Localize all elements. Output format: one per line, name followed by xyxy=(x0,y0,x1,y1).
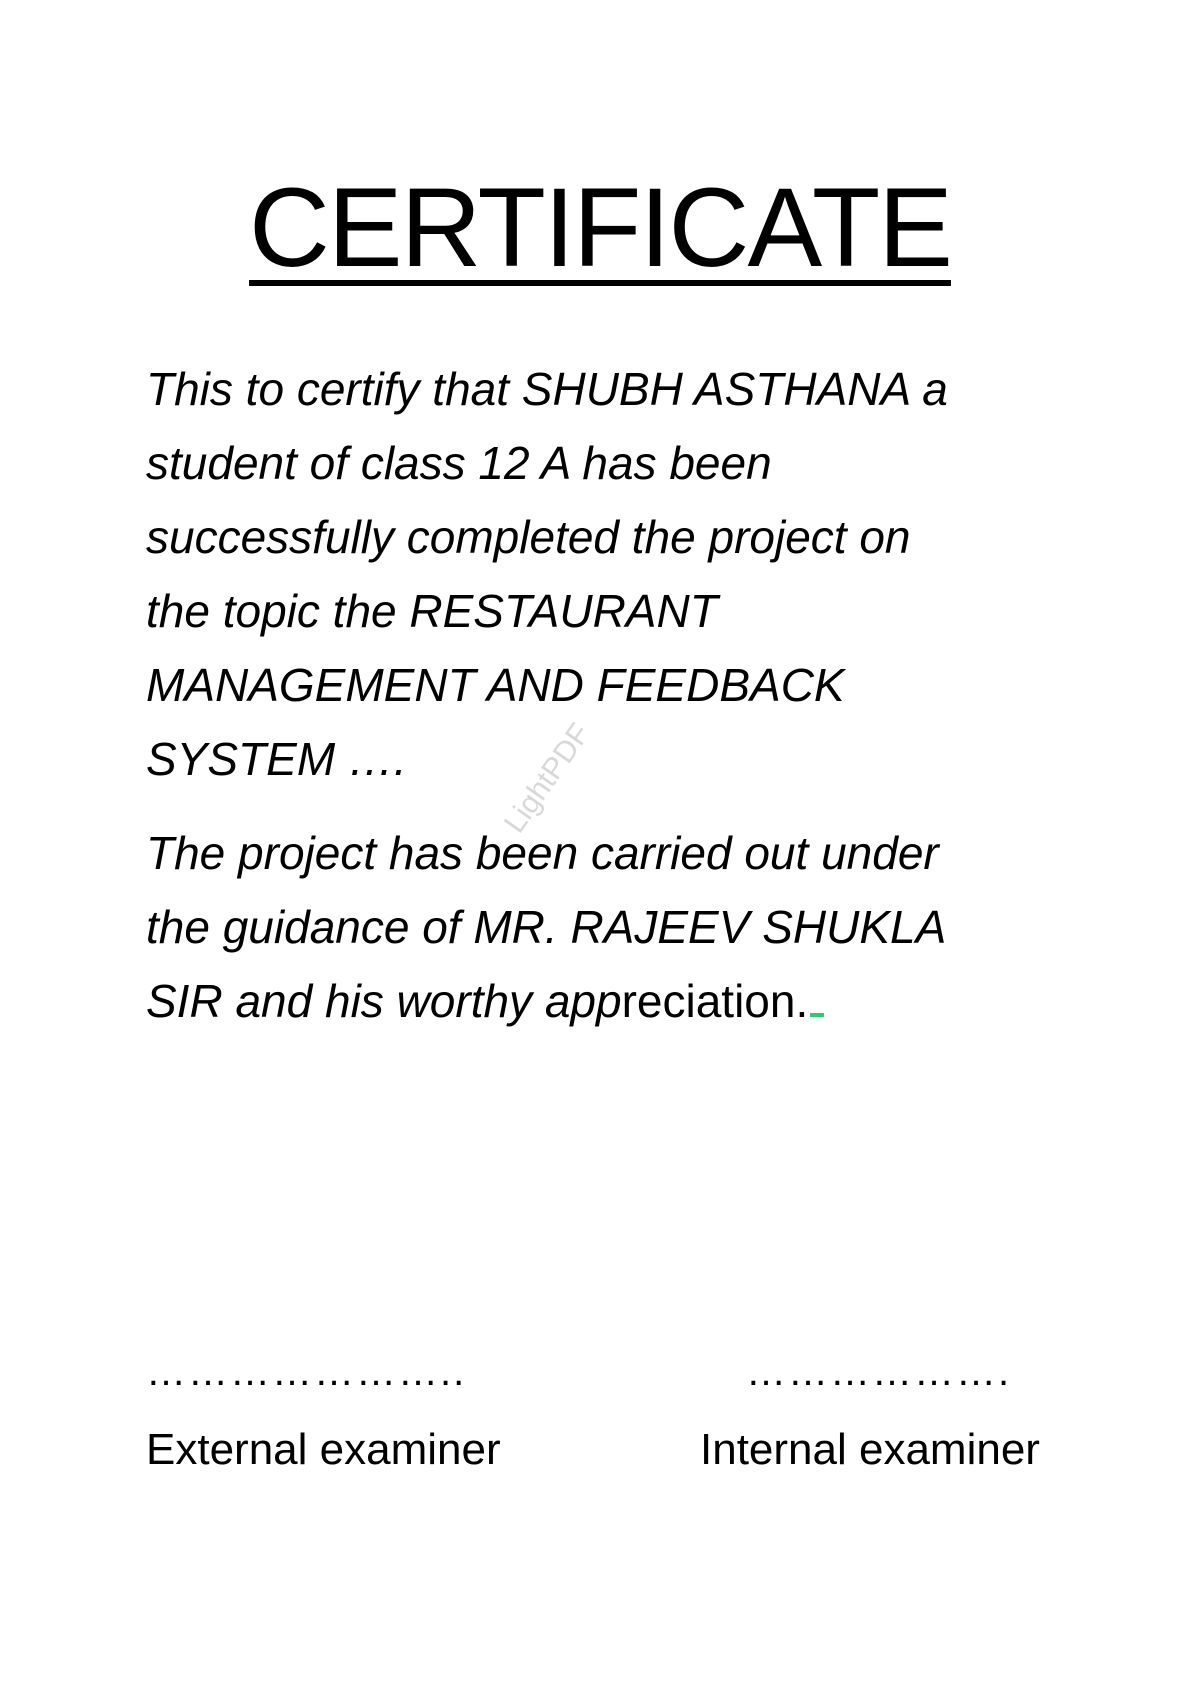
paragraph-line: MANAGEMENT AND FEEDBACK xyxy=(146,659,845,711)
internal-examiner-label: Internal examiner xyxy=(700,1425,1040,1474)
certificate-title-text: CERTIFICATE xyxy=(249,165,951,290)
paragraph-line: student of class 12 A has been xyxy=(146,437,772,489)
external-examiner-label: External examiner xyxy=(146,1425,501,1474)
paragraph-line: the guidance of MR. RAJEEV SHUKLA xyxy=(146,901,947,953)
paragraph-line-italic-part: SIR and his worthy app xyxy=(146,975,622,1027)
paragraph-line: The project has been carried out under xyxy=(146,827,939,879)
paragraph-line-last xyxy=(146,964,1076,1038)
paragraph-line: the topic the RESTAURANT xyxy=(146,585,718,637)
paragraph-line: SYSTEM …. xyxy=(146,733,407,785)
paragraph-line-upright-part: reciation. xyxy=(621,975,809,1027)
paragraph-line: This to certify that SHUBH ASTHANA a xyxy=(146,363,948,415)
watermark-text: LightPDF xyxy=(498,717,597,839)
guidance-paragraph xyxy=(146,816,1076,1038)
certification-paragraph xyxy=(146,352,1076,796)
external-signature-line: ………………….. xyxy=(146,1350,467,1394)
text-cursor-mark xyxy=(810,1013,824,1017)
internal-signature-line: ………………. xyxy=(746,1350,1012,1394)
certificate-title xyxy=(0,165,1200,290)
paragraph-line: successfully completed the project on xyxy=(146,511,911,563)
